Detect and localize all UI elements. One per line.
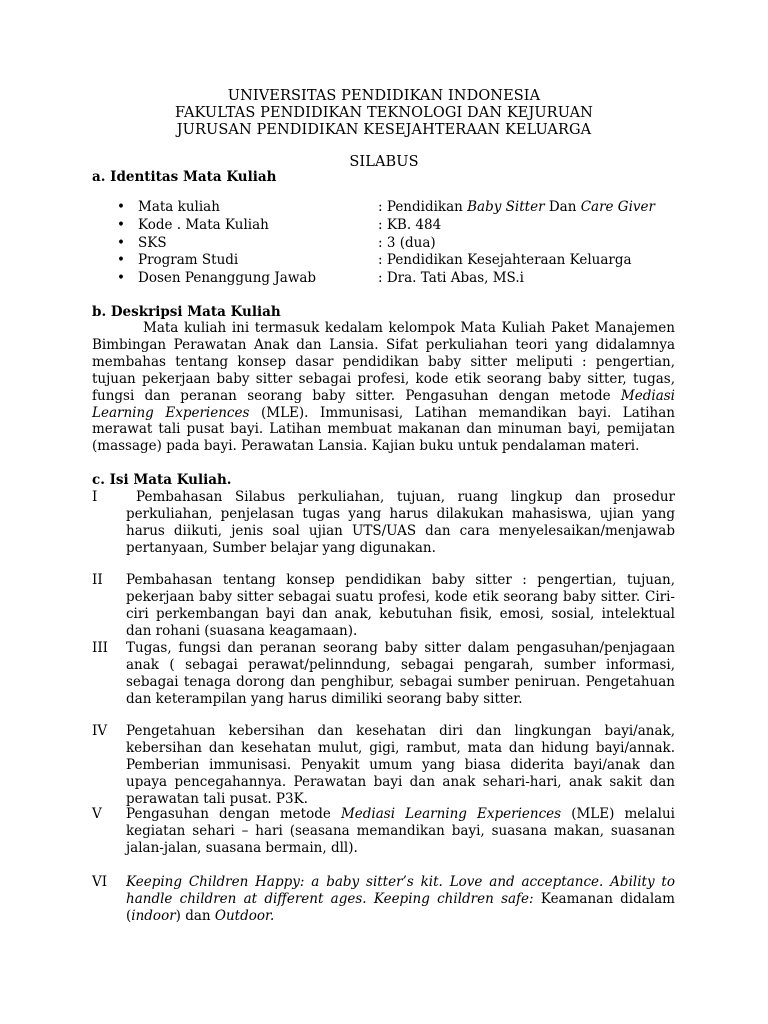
identity-value: : Pendidikan Baby Sitter Dan Care Giver <box>378 199 655 215</box>
section-c-title: c. Isi Mata Kuliah. <box>92 472 232 488</box>
content-item-3: Tugas, fungsi dan peranan seorang baby sitter dalam pengasuhan/penjagaan anak ( sebagai perawat/pelinndung, sebagai pengarah, sumber informasi, sebagai tenaga dorong dan penghibur, sebagai sumber peniruan. Pengetahuan dan keterampilan yang harus dimiliki seorang baby sitter. <box>126 640 675 707</box>
content-item-1: Pembahasan Silabus perkuliahan, tujuan, ruang lingkup dan prosedur perkuliahan, penjelasan tugas yang harus dilakukan mahasiswa, ujian yang harus diikuti, jenis soal ujian UTS/UAS dan cara menyelesaikan/menjawab pertanyaan, Sumber belajar yang digunakan. <box>126 489 675 556</box>
item-number: V <box>92 806 102 822</box>
bullet-icon: • <box>117 199 125 215</box>
identity-value: : Pendidikan Kesejahteraan Keluarga <box>378 252 632 268</box>
department-heading: JURUSAN PENDIDIKAN KESEJAHTERAAN KELUARGA <box>176 122 592 138</box>
bullet-icon: • <box>117 235 125 251</box>
content-item-5: Pengasuhan dengan metode Mediasi Learning Experiences (MLE) melalui kegiatan sehari – hari (seasana memandikan bayi, suasana makan, suasanan jalan-jalan, suasana bermain, dll). <box>126 806 675 856</box>
content-item-4: Pengetahuan kebersihan dan kesehatan diri dan lingkungan bayi/anak, kebersihan dan kesehatan mulut, gigi, rambut, mata dan hidung bayi/annak. Pemberian immunisasi. Penyakit umum yang biasa diderita bayi/anak dan upaya pencegahannya. Perawatan bayi dan anak sehari-hari, anak sakit dan perawatan tali pusat. P3K. <box>126 723 675 807</box>
identity-label: Dosen Penanggung Jawab <box>138 270 317 286</box>
item-number: III <box>92 640 108 656</box>
faculty-heading: FAKULTAS PENDIDIKAN TEKNOLOGI DAN KEJURUAN <box>175 105 593 121</box>
item-number: I <box>92 489 98 505</box>
item-number: IV <box>92 723 108 739</box>
university-heading: UNIVERSITAS PENDIDIKAN INDONESIA <box>227 88 541 104</box>
bullet-icon: • <box>117 270 125 286</box>
content-item-2: Pembahasan tentang konsep pendidikan baby sitter : pengertian, tujuan, pekerjaan baby sitter sebagai suatu profesi, kode etik seorang baby sitter. Ciri-ciri perkembangan bayi dan anak, kebutuhan fisik, emosi, sosial, intelektual dan rohani (suasana keagamaan). <box>126 572 675 639</box>
content-item-6: Keeping Children Happy: a baby sitter’s kit. Love and acceptance. Ability to handle children at different ages. Keeping children safe: Keamanan didalam (indoor) dan Outdoor. <box>126 874 675 924</box>
identity-value: : Dra. Tati Abas, MS.i <box>378 270 524 286</box>
identity-label: Program Studi <box>138 252 239 268</box>
item-number: II <box>92 572 103 588</box>
course-description: Mata kuliah ini termasuk kedalam kelompok Mata Kuliah Paket Manajemen Bimbingan Perawatan Anak dan Lansia. Sifat perkuliahan teori yang didalamnya membahas tentang konsep dasar pendidikan baby sitter meliputi : pengertian, tujuan pekerjaan baby sitter sebagai profesi, kode etik seorang baby sitter, tugas, fungsi dan peranan seorang baby sitter. Pengasuhan dengan metode Mediasi Learning Experiences (MLE). Immunisasi, Latihan memandikan bayi. Latihan merawat tali pusat bayi. Latihan membuat makanan dan minuman bayi, pemijatan (massage) pada bayi. Perawatan Lansia. Kajian buku untuk pendalaman materi. <box>92 320 675 455</box>
item-number: VI <box>92 874 108 890</box>
identity-value: : 3 (dua) <box>378 235 436 251</box>
identity-label: SKS <box>138 235 167 251</box>
document-title: SILABUS <box>349 154 419 170</box>
bullet-icon: • <box>117 252 125 268</box>
bullet-icon: • <box>117 217 125 233</box>
identity-value: : KB. 484 <box>378 217 442 233</box>
section-a-title: a. Identitas Mata Kuliah <box>92 169 277 185</box>
section-b-title: b. Deskripsi Mata Kuliah <box>92 304 281 320</box>
identity-label: Kode . Mata Kuliah <box>138 217 269 233</box>
identity-label: Mata kuliah <box>138 199 220 215</box>
